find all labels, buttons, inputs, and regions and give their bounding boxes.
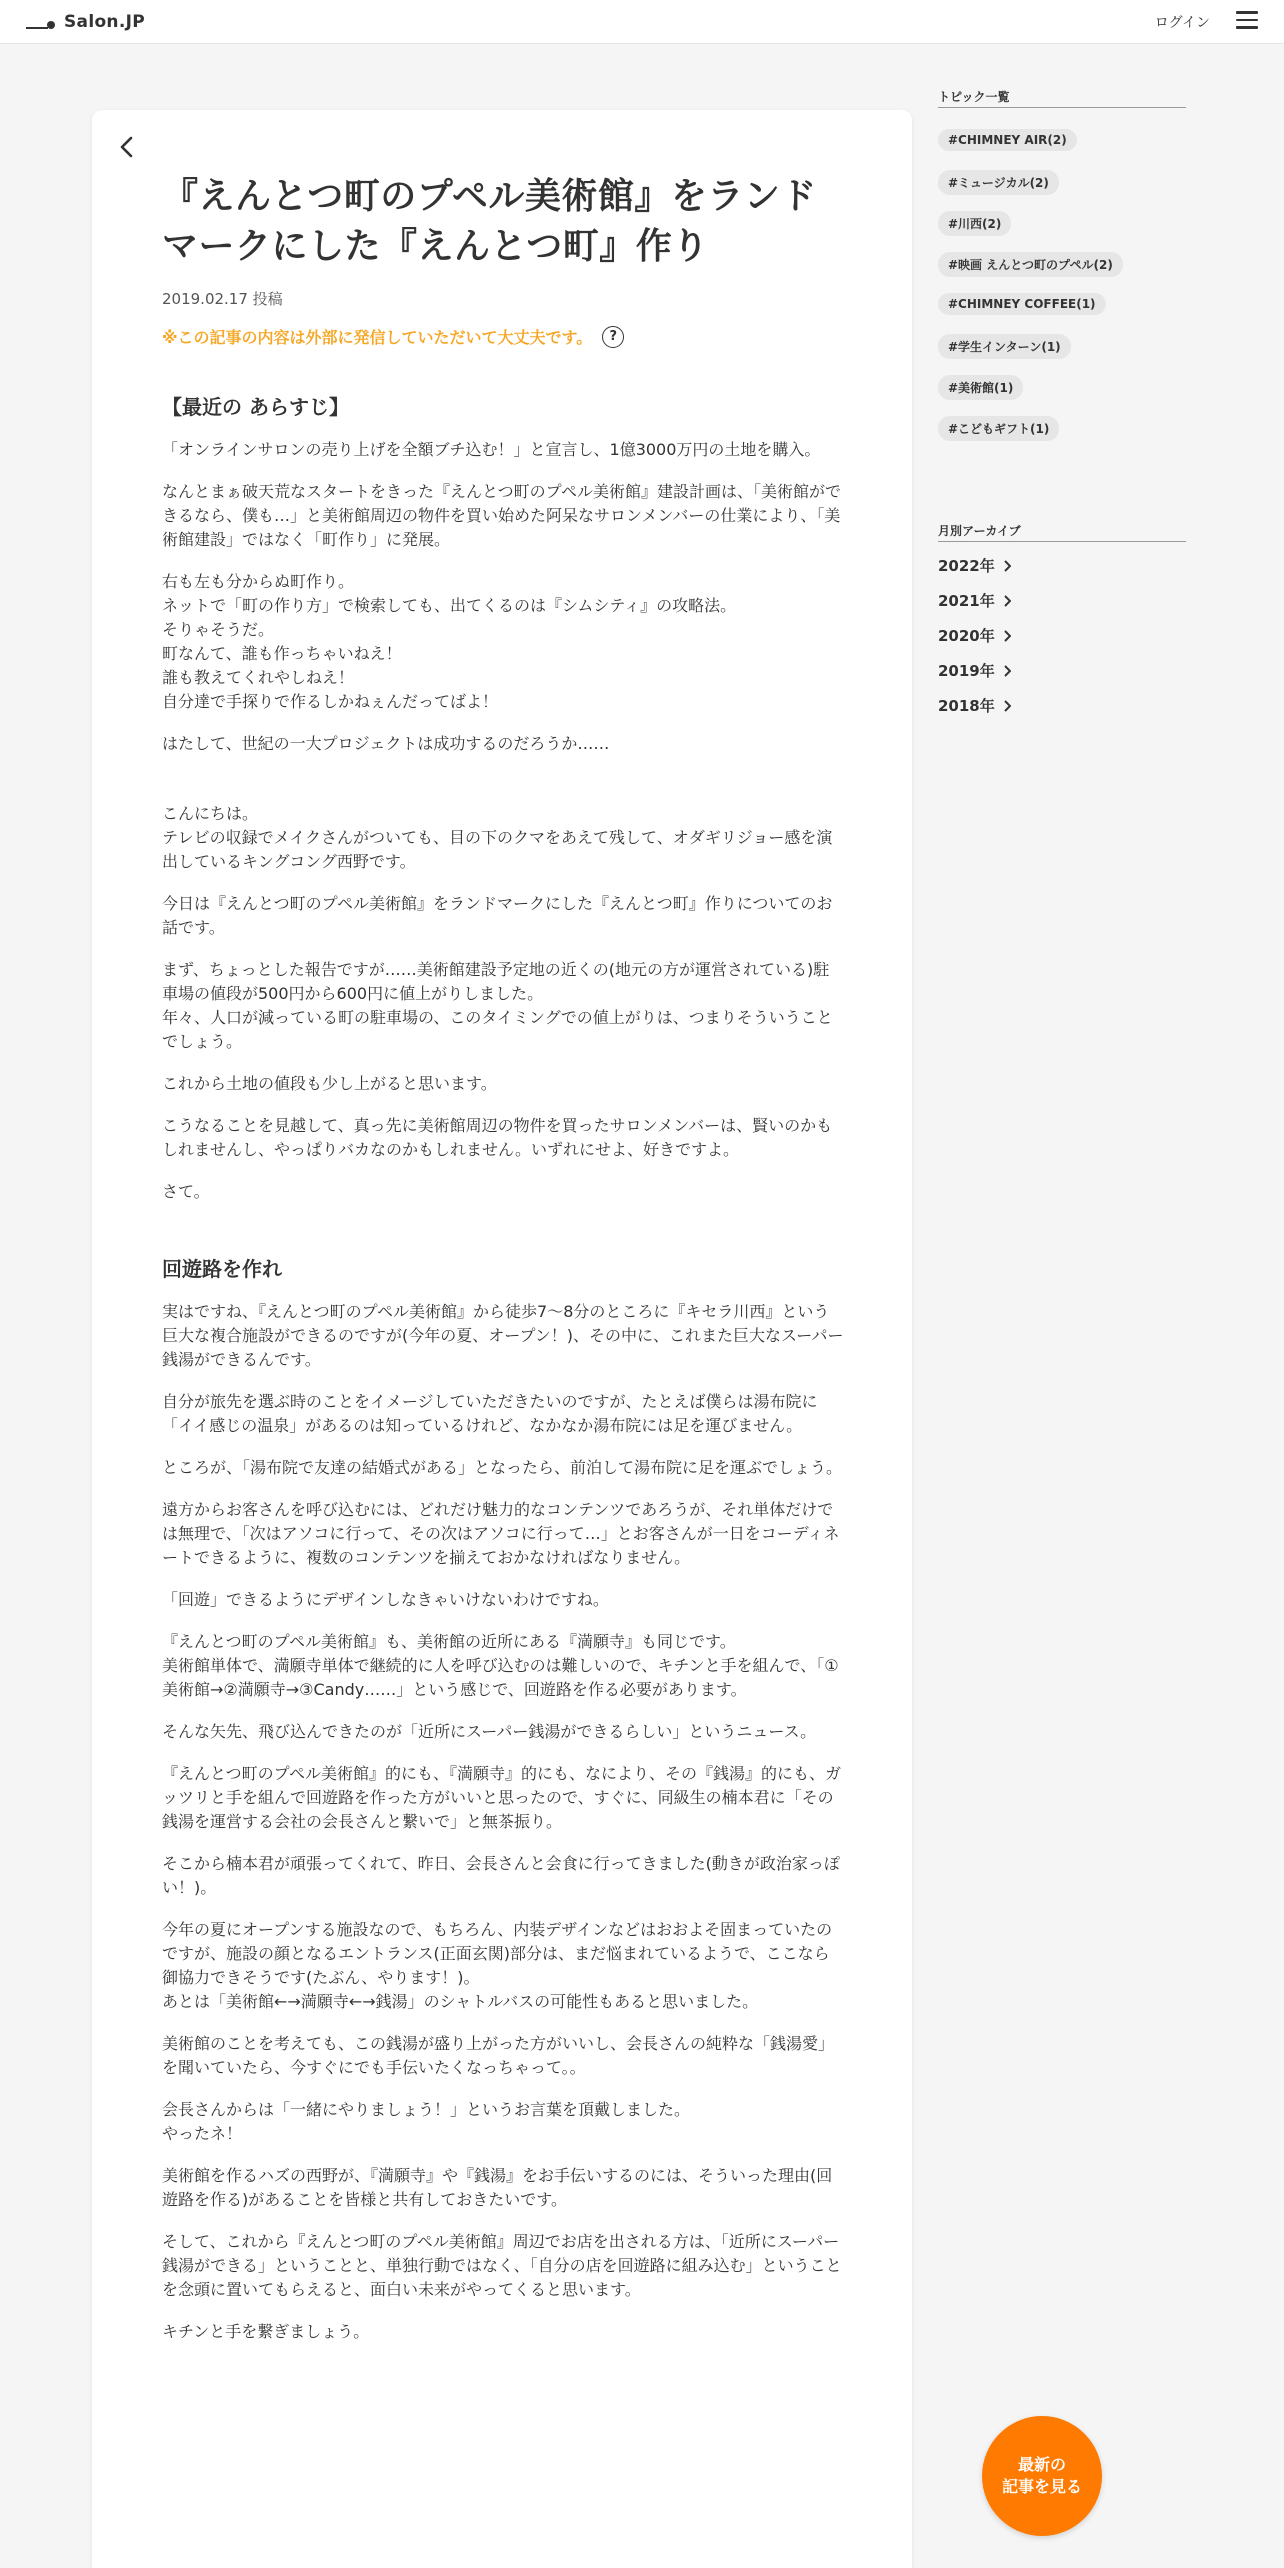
archive-item-2020[interactable]: [938, 618, 1186, 653]
article-title: 『えんとつ町のプペル美術館』をランドマークにした『えんとつ町』作り: [162, 176, 817, 267]
archive-item-2018[interactable]: [938, 688, 1186, 723]
paragraph: はたして、世紀の一大プロジェクトは成功するのだろうか……: [162, 734, 610, 753]
topic-tag[interactable]: #美術館(1): [938, 375, 1023, 400]
logo-mark-icon: [26, 12, 56, 32]
paragraph: そんな矢先、飛び込んできたのが「近所にスーパー銭湯ができるらしい」というニュース。: [162, 1722, 817, 1741]
paragraph: ところが、「湯布院で友達の結婚式がある」となったら、前泊して湯布院に足を運ぶでしょう。: [162, 1458, 843, 1477]
topics-heading: トピック一覧: [938, 88, 1186, 108]
sidebar: [938, 88, 1186, 723]
hamburger-menu-icon[interactable]: [1236, 11, 1258, 29]
section-synopsis-heading: 【最近の あらすじ】: [162, 395, 349, 419]
archive-year-label: 2019年: [938, 662, 995, 680]
paragraph: 今年の夏にオープンする施設なので、もちろん、内装デザインなどはおおよそ固まっていたのですが、施設の顔となるエントランス(正面玄関)部分は、まだ悩まれているようで、ここなら御協力できそうです(たぶん、やります！)。 あとは「美術館←→満願寺←→銭湯」のシャトルバスの可能性もあると思いました。: [162, 1920, 833, 2011]
latest-articles-button[interactable]: [982, 2416, 1102, 2536]
paragraph: こうなることを見越して、真っ先に美術館周辺の物件を買ったサロンメンバーは、賢いのかもしれませんし、やっぱりバカなのかもしれません。いずれにせよ、好きですよ。: [162, 1116, 833, 1159]
archive-year-label: 2020年: [938, 627, 995, 645]
archive-year-label: 2021年: [938, 592, 995, 610]
paragraph: これから土地の値段も少し上がると思います。: [162, 1074, 497, 1093]
topic-tag[interactable]: #学生インターン(1): [938, 334, 1071, 359]
paragraph: なんとまぁ破天荒なスタートをきった『えんとつ町のプペル美術館』建設計画は、「美術館ができるなら、僕も…」と美術館周辺の物件を買い始めた阿呆なサロンメンバーの仕業により、「美術館建設」ではなく「町作り」に発展。: [162, 482, 842, 549]
topic-tag[interactable]: #CHIMNEY COFFEE(1): [938, 293, 1106, 315]
topic-tag[interactable]: #映画 えんとつ町のプペル(2): [938, 252, 1123, 277]
paragraph: 「回遊」できるようにデザインしなきゃいけないわけですね。: [162, 1590, 609, 1609]
topic-tag[interactable]: #こどもギフト(1): [938, 416, 1059, 441]
topic-tag-list: [938, 118, 1186, 446]
share-notice: [162, 325, 844, 348]
paragraph: 『えんとつ町のプペル美術館』的にも、『満願寺』的にも、なにより、その『銭湯』的にも、ガッツリと手を組んで回遊路を作った方がいいと思ったので、すぐに、同級生の楠本君に「その銭湯を運営する会社の会長さんと繋いで」と無茶振り。: [162, 1764, 842, 1831]
topic-tag[interactable]: #川西(2): [938, 211, 1011, 236]
paragraph: 自分が旅先を選ぶ時のことをイメージしていただきたいのですが、たとえば僕らは湯布院に「イイ感じの温泉」があるのは知っているけれど、なかなか湯布院には足を運びません。: [162, 1392, 818, 1435]
paragraph: 美術館のことを考えても、この銭湯が盛り上がった方がいいし、会長さんの純粋な「銭湯愛」を聞いていたら、今すぐにでも手伝いたくなっちゃって。。: [162, 2034, 835, 2077]
help-icon[interactable]: ?: [602, 326, 624, 348]
paragraph: 実はですね、『えんとつ町のプペル美術館』から徒歩7～8分のところに『キセラ川西』という巨大な複合施設ができるのですが(今年の夏、オープン！)、その中に、これまた巨大なスーパー銭湯ができるんです。: [162, 1302, 844, 1369]
chevron-right-icon: [1003, 700, 1011, 712]
paragraph: 遠方からお客さんを呼び込むには、どれだけ魅力的なコンテンツであろうが、それ単体だけでは無理で、「次はアソコに行って、その次はアソコに行って…」とお客さんが一日をコーディネートできるように、複数のコンテンツを揃えておかなければなりません。: [162, 1500, 840, 1567]
paragraph: まず、ちょっとした報告ですが……美術館建設予定地の近くの(地元の方が運営されている)駐車場の値段が500円から600円に値上がりしました。 年々、人口が減っている町の駐車場の、このタイミングでの値上がりは、つまりそういうことでしょう。: [162, 960, 833, 1051]
chevron-right-icon: [1003, 595, 1011, 607]
paragraph: 美術館を作るハズの西野が、『満願寺』や『銭湯』をお手伝いするのには、そういった理由(回遊路を作る)があることを皆様と共有しておきたいです。: [162, 2166, 833, 2209]
latest-articles-line1: 最新の: [1017, 2455, 1066, 2474]
chevron-right-icon: [1003, 560, 1011, 572]
paragraph: 会長さんからは「一緒にやりましょう！」というお言葉を頂戴しました。 やったネ！: [162, 2100, 691, 2143]
chevron-right-icon: [1003, 630, 1011, 642]
article-body: [162, 172, 844, 2344]
chevron-right-icon: [1003, 665, 1011, 677]
paragraph: そこから楠本君が頑張ってくれて、昨日、会長さんと会食に行ってきました(動きが政治家っぽい！)。: [162, 1854, 840, 1897]
topic-tag[interactable]: #CHIMNEY AIR(2): [938, 129, 1077, 151]
paragraph: さて。: [162, 1182, 210, 1201]
logo-text: Salon.JP: [64, 12, 145, 32]
paragraph: 今日は『えんとつ町のプペル美術館』をランドマークにした『えんとつ町』作りについてのお話です。: [162, 894, 833, 937]
archive-item-2022[interactable]: [938, 548, 1186, 583]
top-header: [0, 0, 1284, 44]
paragraph: 右も左も分からぬ町作り。 ネットで「町の作り方」で検索しても、出てくるのは『シムシティ』の攻略法。 そりゃそうだ。 町なんて、誰も作っちゃいねえ！ 誰も教えてくれやしねえ！ 自分達で手探りで作るしかねぇんだってばよ！: [162, 572, 737, 711]
archive-heading: 月別アーカイブ: [938, 522, 1186, 542]
section-loop-route-heading: 回遊路を作れ: [162, 1257, 282, 1281]
paragraph: こんにちは。 テレビの収録でメイクさんがついても、目の下のクマをあえて残して、オダギリジョー感を演出しているキングコング西野です。: [162, 804, 833, 871]
archive-item-2021[interactable]: [938, 583, 1186, 618]
paragraph: キチンと手を繋ぎましょう。: [162, 2322, 370, 2341]
archive-year-label: 2018年: [938, 697, 995, 715]
archive-list: [938, 548, 1186, 723]
paragraph: 「オンラインサロンの売り上げを全額ブチ込む！」と宣言し、1億3000万円の土地を購入。: [162, 440, 821, 459]
archive-item-2019[interactable]: [938, 653, 1186, 688]
post-date: 2019.02.17 投稿: [162, 290, 283, 308]
paragraph: そして、これから『えんとつ町のプペル美術館』周辺でお店を出される方は、「近所にスーパー銭湯ができる」ということと、単独行動ではなく、「自分の店を回遊路に組み込む」ということを念頭に置いてもらえると、面白い未来がやってくると思います。: [162, 2232, 842, 2299]
share-notice-text: ※この記事の内容は外部に発信していただいて大丈夫です。: [162, 328, 593, 347]
article-card: [92, 110, 912, 2568]
latest-articles-line2: 記事を見る: [1001, 2477, 1082, 2496]
topic-tag[interactable]: #ミュージカル(2): [938, 170, 1059, 195]
site-logo[interactable]: [26, 9, 145, 35]
archive-year-label: 2022年: [938, 557, 995, 575]
back-arrow-icon[interactable]: [114, 132, 140, 162]
login-link[interactable]: ログイン: [1154, 15, 1210, 31]
paragraph: 『えんとつ町のプペル美術館』も、美術館の近所にある『満願寺』も同じです。 美術館単体で、満願寺単体で継続的に人を呼び込むのは難しいので、キチンと手を組んで、「①美術館→②満願寺→③Candy……」という感じで、回遊路を作る必要があります。: [162, 1632, 839, 1699]
